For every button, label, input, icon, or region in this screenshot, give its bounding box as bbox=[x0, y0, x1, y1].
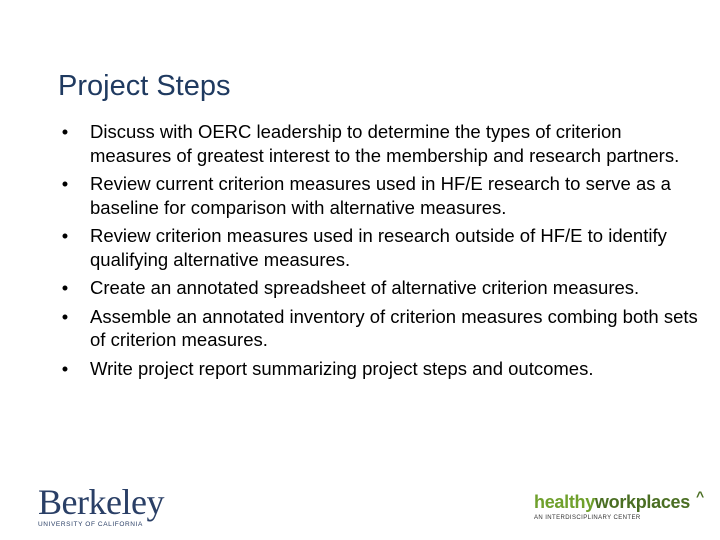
healthyworkplaces-wordmark bbox=[534, 492, 710, 512]
bullet-text: Create an annotated spreadsheet of alternative criterion measures. bbox=[90, 277, 640, 298]
bullet-item bbox=[58, 357, 698, 381]
berkeley-subtitle: UNIVERSITY OF CALIFORNIA bbox=[38, 521, 143, 528]
healthyworkplaces-subtitle: AN INTERDISCIPLINARY CENTER bbox=[534, 515, 641, 521]
bullet-marker: • bbox=[61, 357, 69, 379]
bullet-text: Review current criterion measures used in HF/E research to serve as a baseline for comparison with alternative measures. bbox=[90, 173, 671, 218]
slide-title: Project Steps bbox=[58, 70, 231, 102]
bullet-item bbox=[58, 224, 698, 271]
bullet-marker: • bbox=[61, 277, 69, 298]
bullet-item bbox=[58, 276, 698, 300]
bullet-marker: • bbox=[61, 305, 69, 327]
bullet-marker: • bbox=[61, 121, 69, 142]
bullet-marker: • bbox=[61, 225, 69, 246]
bullet-item bbox=[58, 172, 698, 219]
berkeley-wordmark: Berkeley bbox=[38, 482, 164, 522]
bullet-text: Review criterion measures used in research outside of HF/E to identify qualifying alternative measures. bbox=[90, 225, 667, 270]
berkeley-logo bbox=[38, 484, 168, 530]
caret-icon: ^ bbox=[696, 488, 705, 504]
bullet-list bbox=[58, 120, 698, 385]
bullet-item bbox=[58, 120, 698, 167]
bullet-text: Discuss with OERC leadership to determine the types of criterion measures of greatest interest to the membership and research partners. bbox=[90, 121, 680, 166]
bullet-text: Write project report summarizing project steps and outcomes. bbox=[90, 357, 594, 379]
healthy-text: healthy bbox=[534, 492, 595, 512]
healthyworkplaces-logo bbox=[534, 488, 710, 528]
bullet-item bbox=[58, 305, 698, 352]
bullet-marker: • bbox=[61, 173, 69, 194]
workplaces-text: workplaces bbox=[594, 492, 690, 512]
bullet-text: Assemble an annotated inventory of criterion measures combing both sets of criterion measures. bbox=[90, 305, 698, 350]
